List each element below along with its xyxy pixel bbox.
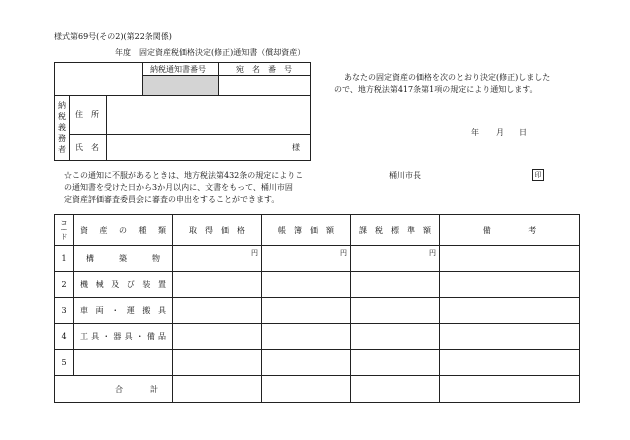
row-code: 4 <box>55 324 74 350</box>
row-code: 3 <box>55 298 74 324</box>
table-row <box>55 350 580 376</box>
appeal-line-1: ☆この通知に不服があるときは、地方税法第432条の規定によりこ <box>64 171 304 180</box>
tax-base-cell[interactable]: 円 <box>351 246 440 272</box>
date-year: 年 <box>471 128 479 137</box>
acquisition-price-cell[interactable] <box>173 350 262 376</box>
book-value-cell[interactable] <box>262 350 351 376</box>
statement-line-2: ので、地方税法第417条第1項の規定により通知します。 <box>334 85 538 94</box>
taxpayer-label: 納 税 義 務 者 <box>58 101 66 154</box>
tax-base-cell[interactable] <box>351 298 440 324</box>
tax-base-cell[interactable] <box>351 350 440 376</box>
date-day: 日 <box>519 128 527 137</box>
address-label: 住 所 <box>75 110 99 119</box>
acquisition-price-cell[interactable] <box>173 324 262 350</box>
name-label: 氏 名 <box>75 143 99 152</box>
row-asset-type: 構 築 物 <box>74 246 173 272</box>
header-acquisition-price: 取 得 価 格 <box>173 215 262 246</box>
issuer: 桶川市長 <box>389 171 421 180</box>
honorific: 様 <box>292 143 300 152</box>
header-code: コ ー ド <box>55 215 74 246</box>
row-code: 5 <box>55 350 74 376</box>
header-remarks: 備 考 <box>440 215 580 246</box>
notice-number-field <box>142 76 218 95</box>
remarks-cell[interactable] <box>440 298 580 324</box>
statement-line-1: あなたの固定資産の価格を次のとおり決定(修正)しました <box>344 73 551 82</box>
header-book-value: 帳 簿 価 額 <box>262 215 351 246</box>
table-row <box>55 272 580 298</box>
total-book-value[interactable] <box>262 376 351 403</box>
remarks-cell[interactable] <box>440 324 580 350</box>
total-acquisition-price[interactable] <box>173 376 262 403</box>
acquisition-price-cell[interactable] <box>173 272 262 298</box>
appeal-line-3: 定資産評価審査委員会に審査の申出をすることができます。 <box>64 195 280 204</box>
asset-table <box>54 214 580 403</box>
table-row <box>55 324 580 350</box>
book-value-cell[interactable] <box>262 324 351 350</box>
book-value-cell[interactable]: 円 <box>262 246 351 272</box>
seal-icon: 印 <box>532 169 544 181</box>
row-asset-type: 車 両 ・ 運 搬 具 <box>74 298 173 324</box>
total-label: 合 計 <box>55 376 173 403</box>
remarks-cell[interactable] <box>440 272 580 298</box>
table-row <box>55 246 580 272</box>
book-value-cell[interactable] <box>262 298 351 324</box>
book-value-cell[interactable] <box>262 272 351 298</box>
row-asset-type: 工 具 ・ 器 具 ・ 備 品 <box>74 324 173 350</box>
acquisition-price-cell[interactable] <box>173 298 262 324</box>
notice-number-label: 納税通知書番号 <box>150 65 206 74</box>
total-remarks[interactable] <box>440 376 580 403</box>
remarks-cell[interactable] <box>440 350 580 376</box>
appeal-line-2: の通知書を受けた日から3か月以内に、文書をもって、桶川市固 <box>64 183 293 192</box>
header-asset-type: 資 産 の 種 類 <box>74 215 173 246</box>
total-tax-base[interactable] <box>351 376 440 403</box>
remarks-cell[interactable] <box>440 246 580 272</box>
date-month: 月 <box>496 128 504 137</box>
address-field[interactable] <box>108 97 309 133</box>
header-tax-base: 課 税 標 準 額 <box>351 215 440 246</box>
tax-base-cell[interactable] <box>351 272 440 298</box>
row-asset-type: 機 械 及 び 装 置 <box>74 272 173 298</box>
form-id: 様式第69号(その2)(第22条関係) <box>54 32 172 41</box>
row-asset-type[interactable] <box>74 350 173 376</box>
name-field[interactable] <box>108 136 298 159</box>
acquisition-price-cell[interactable]: 円 <box>173 246 262 272</box>
document-title: 年度 固定資産税価格決定(修正)通知書（償却資産） <box>115 48 306 57</box>
row-code: 2 <box>55 272 74 298</box>
tax-base-cell[interactable] <box>351 324 440 350</box>
total-row <box>55 376 580 403</box>
address-number-label: 宛 名 番 号 <box>236 65 292 74</box>
table-row <box>55 298 580 324</box>
row-code: 1 <box>55 246 74 272</box>
table-header-row <box>55 215 580 246</box>
